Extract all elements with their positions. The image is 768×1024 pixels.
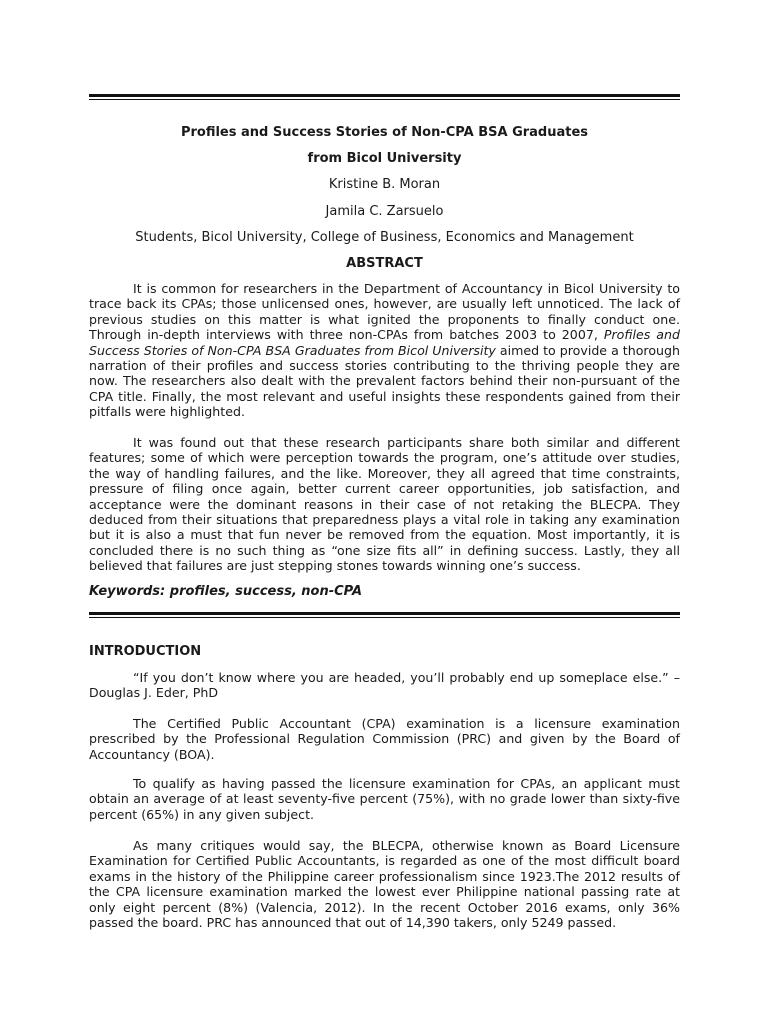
introduction-heading: INTRODUCTION bbox=[89, 644, 202, 659]
abstract-heading: ABSTRACT bbox=[346, 256, 423, 271]
abstract-paragraph-1 bbox=[89, 281, 680, 420]
abstract-paragraph-2: It was found out that these research participants share both similar and different features; some of which were perception towards the program, one’s attitude over studies, the way of handling failures, and the like. Moreover, they all agreed that time constraints, pressure of filing once again, better current career opportunities, job satisfaction, and acceptance were the dominant reasons in their case of not retaking the BLECPA. They deduced from their situations that preparedness plays a vital role in taking any examination but it is also a must that fun never be removed from the equation. Most importantly, it is concluded there is no such thing as “one size fits all” in defining success. Lastly, they all believed that failures are just stepping stones towards winning one’s success. bbox=[89, 435, 680, 574]
abstract-p1-end: aimed to provide a thorough narration of their profiles and success stories contributing to the thriving people they are now. The researchers also dealt with the prevalent factors behind their non-pursuant of the CPA title. Finally, the most relevant and useful insights these respondents gained from their pitfalls were highlighted. bbox=[89, 342, 680, 420]
intro-paragraph-4: As many critiques would say, the BLECPA, otherwise known as Board Licensure Examination for Certified Public Accountants, is regarded as one of the most difficult board exams in the history of the Philippine career professionalism since 1923.The 2012 results of the CPA licensure examination marked the lowest ever Philippine national passing rate at only eight percent (8%) (Valencia, 2012). In the recent October 2016 exams, only 36% passed the board. PRC has announced that out of 14,390 takers, only 5249 passed. bbox=[89, 838, 680, 931]
author-2: Jamila C. Zarsuelo bbox=[325, 204, 444, 219]
keywords: Keywords: profiles, success, non-CPA bbox=[89, 584, 363, 599]
intro-paragraph-2: The Certified Public Accountant (CPA) examination is a licensure examination prescribed by the Professional Regulation Commission (PRC) and given by the Board of Accountancy (BOA). bbox=[89, 716, 680, 762]
mid-double-rule bbox=[89, 612, 680, 618]
paper-title-line-1: Profiles and Success Stories of Non-CPA BSA Graduates bbox=[180, 125, 589, 140]
top-double-rule bbox=[89, 94, 680, 100]
intro-paragraph-quote: “If you don’t know where you are headed, you’ll probably end up someplace else.” – Douglas J. Eder, PhD bbox=[89, 670, 680, 701]
affiliation: Students, Bicol University, College of Business, Economics and Management bbox=[135, 230, 634, 245]
abstract-p1-italic-title: Profiles and Success Stories of Non-CPA BSA Graduates from Bicol University bbox=[89, 327, 680, 358]
author-1: Kristine B. Moran bbox=[328, 177, 441, 192]
paper-title-line-2: from Bicol University bbox=[307, 151, 462, 166]
intro-paragraph-3: To qualify as having passed the licensure examination for CPAs, an applicant must obtain an average of at least seventy-five percent (75%), with no grade lower than sixty-five percent (65%) in any given subject. bbox=[89, 776, 680, 822]
abstract-p1-start: It is common for researchers in the Department of Accountancy in Bicol University to trace back its CPAs; those unlicensed ones, however, are usually left unnoticed. The lack of previous studies on this matter is what ignited the proponents to finally conduct one. Through in-depth interviews with three non-CPAs from batches 2003 to 2007, bbox=[89, 281, 680, 343]
